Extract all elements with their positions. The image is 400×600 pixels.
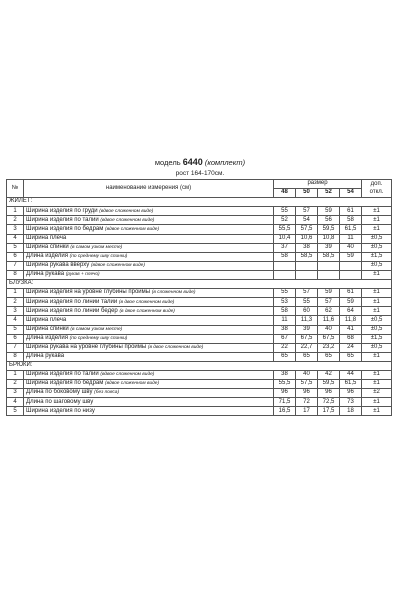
size-value: 67: [274, 334, 296, 343]
row-number: 6: [7, 252, 24, 261]
size-value: 67,5: [296, 334, 318, 343]
measurement-label: Ширина рукава вверху: [26, 262, 90, 269]
measurement-note: (в двое сложенном виде): [147, 344, 204, 350]
tolerance-value: ±0,5: [362, 243, 392, 252]
tolerance-value: ±1: [362, 216, 392, 225]
measurement-label: Ширина плеча: [26, 316, 67, 323]
table-row: [7, 316, 392, 325]
size-value: 37: [274, 243, 296, 252]
size-value: 64: [340, 307, 362, 316]
tolerance-value: ±1: [362, 407, 392, 416]
table-row: [7, 398, 392, 407]
size-value: 96: [340, 389, 362, 398]
header-size: размер: [274, 180, 362, 189]
size-chart-table: [6, 179, 392, 416]
table-row: [7, 261, 392, 270]
row-number: 3: [7, 225, 24, 234]
measurement-note: (вдвое сложенном виде): [99, 208, 154, 214]
size-value: 58,5: [296, 252, 318, 261]
model-suffix: (комплект): [204, 158, 246, 167]
size-value: 61,5: [340, 380, 362, 389]
section-row: [7, 198, 392, 207]
measurement-label: Ширина изделия по груди: [26, 207, 98, 214]
tolerance-value: ±1: [362, 398, 392, 407]
size-value: 40: [318, 325, 340, 334]
size-value: 10,6: [296, 234, 318, 243]
tolerance-value: ±0,5: [362, 234, 392, 243]
table-row: [7, 225, 392, 234]
row-number: 2: [7, 380, 24, 389]
size-value: 57: [318, 298, 340, 307]
measurement-name: [24, 225, 274, 234]
size-value: [296, 270, 318, 279]
section-title: БЛУЗКА:: [7, 280, 392, 289]
tolerance-value: ±0,5: [362, 261, 392, 270]
section-row: [7, 280, 392, 289]
measurement-note: (в двое сложенном виде): [118, 299, 175, 305]
row-number: 4: [7, 234, 24, 243]
size-value: 22: [274, 343, 296, 352]
size-value: 58: [274, 252, 296, 261]
measurement-name: [24, 352, 274, 361]
size-value: 71,5: [274, 398, 296, 407]
size-value: 57: [296, 289, 318, 298]
measurement-note: (вдвое сложенном виде): [105, 226, 160, 232]
measurement-note: (в сложенном виде): [151, 290, 196, 296]
measurement-name: [24, 316, 274, 325]
size-value: 23,2: [318, 343, 340, 352]
measurement-name: [24, 343, 274, 352]
size-label: 54: [340, 189, 362, 198]
table-row: [7, 407, 392, 416]
measurement-label: Ширина спинки: [26, 325, 69, 332]
size-value: 16,5: [274, 407, 296, 416]
size-value: 55,5: [274, 225, 296, 234]
header-row: [7, 180, 392, 189]
size-value: 57,5: [296, 225, 318, 234]
measurement-note: (вдвое сложенном виде): [105, 381, 160, 387]
tolerance-value: ±1,5: [362, 334, 392, 343]
measurement-note: (рукав + плечо): [65, 272, 100, 278]
measurement-name: [24, 407, 274, 416]
size-value: 10,8: [318, 234, 340, 243]
size-value: 39: [296, 325, 318, 334]
tolerance-value: ±1: [362, 270, 392, 279]
measurement-note: (вдвое сложенном виде): [90, 263, 145, 269]
measurement-note: (в самом узком месте): [70, 326, 123, 332]
measurement-name: [24, 307, 274, 316]
size-value: 54: [296, 216, 318, 225]
row-number: 1: [7, 289, 24, 298]
size-label: 52: [318, 189, 340, 198]
size-value: 65: [296, 352, 318, 361]
chart-body: [7, 198, 392, 416]
measurement-label: Ширина изделия по бедрам: [26, 225, 104, 232]
row-number: 7: [7, 261, 24, 270]
measurement-name: [24, 207, 274, 216]
table-row: [7, 298, 392, 307]
measurement-label: Ширина изделия по линии бедер: [26, 307, 118, 314]
measurement-name: [24, 334, 274, 343]
section-row: [7, 361, 392, 370]
table-row: [7, 207, 392, 216]
size-label: 50: [296, 189, 318, 198]
measurement-label: Длина по боковому шву: [26, 389, 93, 396]
tolerance-value: ±0,5: [362, 316, 392, 325]
size-value: 59: [340, 298, 362, 307]
row-number: 4: [7, 316, 24, 325]
table-row: [7, 380, 392, 389]
size-value: 68: [340, 334, 362, 343]
size-value: 59,5: [318, 380, 340, 389]
measurement-name: [24, 389, 274, 398]
model-prefix: модель: [154, 158, 181, 167]
table-row: [7, 389, 392, 398]
size-value: 57,5: [296, 380, 318, 389]
size-value: 96: [274, 389, 296, 398]
model-number: 6440: [182, 157, 203, 167]
size-value: 96: [296, 389, 318, 398]
tolerance-value: ±1: [362, 298, 392, 307]
measurement-label: Ширина изделия по талии: [26, 216, 99, 223]
row-number: 3: [7, 307, 24, 316]
size-value: [274, 270, 296, 279]
size-value: 58: [274, 307, 296, 316]
measurement-label: Ширина изделия по талии: [26, 371, 99, 378]
measurement-name: [24, 234, 274, 243]
size-value: 56: [318, 216, 340, 225]
header-tolerance: доп. откл.: [362, 180, 392, 198]
table-row: [7, 252, 392, 261]
size-value: 11,8: [340, 316, 362, 325]
size-value: 59: [318, 207, 340, 216]
size-value: 96: [318, 389, 340, 398]
section-title: БРЮКИ:: [7, 361, 392, 370]
measurement-label: Длина по шаговому шву: [26, 398, 94, 405]
size-value: [340, 270, 362, 279]
size-value: 11: [340, 234, 362, 243]
tolerance-value: ±1: [362, 380, 392, 389]
header-name: наименование измерения (см): [24, 180, 274, 198]
row-number: 8: [7, 270, 24, 279]
measurement-note: (по среднему шву спинки): [69, 254, 128, 260]
size-value: 41: [340, 325, 362, 334]
measurement-name: [24, 380, 274, 389]
row-number: 6: [7, 334, 24, 343]
size-value: 73: [340, 398, 362, 407]
size-value: 11,3: [296, 316, 318, 325]
size-value: 55: [274, 207, 296, 216]
size-value: 55: [296, 298, 318, 307]
size-value: 58,5: [318, 252, 340, 261]
measurement-name: [24, 243, 274, 252]
size-value: 22,7: [296, 343, 318, 352]
measurement-name: [24, 289, 274, 298]
size-value: 38: [274, 370, 296, 379]
measurement-note: (в самом узком месте): [70, 244, 123, 250]
size-value: 17,5: [318, 407, 340, 416]
size-label: 48: [274, 189, 296, 198]
size-value: 55,5: [274, 380, 296, 389]
tolerance-value: ±1: [362, 207, 392, 216]
measurement-label: Длина изделия: [26, 334, 68, 341]
size-value: 72: [296, 398, 318, 407]
measurement-note: (по среднему шву спинки): [69, 335, 128, 341]
row-number: 5: [7, 243, 24, 252]
measurement-label: Длина рукава: [26, 271, 65, 278]
table-row: [7, 243, 392, 252]
measurement-label: Ширина изделия на уровне глубины проймы: [26, 289, 151, 296]
size-value: 57: [296, 207, 318, 216]
size-value: 40: [296, 370, 318, 379]
size-value: 17: [296, 407, 318, 416]
size-value: 65: [318, 352, 340, 361]
header-no: №: [7, 180, 24, 198]
model-title: [0, 157, 400, 167]
size-value: 62: [318, 307, 340, 316]
size-value: 39: [318, 243, 340, 252]
tolerance-value: ±0,5: [362, 325, 392, 334]
table-row: [7, 334, 392, 343]
measurement-name: [24, 370, 274, 379]
measurement-name: [24, 252, 274, 261]
size-value: 55: [274, 289, 296, 298]
size-value: 58: [340, 216, 362, 225]
measurement-name: [24, 216, 274, 225]
size-value: 61: [340, 207, 362, 216]
size-value: 61,5: [340, 225, 362, 234]
section-title: ЖИЛЕТ:: [7, 198, 392, 207]
size-value: 61: [340, 289, 362, 298]
size-value: 53: [274, 298, 296, 307]
table-row: [7, 234, 392, 243]
tolerance-value: ±1,5: [362, 252, 392, 261]
row-number: 8: [7, 352, 24, 361]
measurement-label: Ширина изделия по бедрам: [26, 380, 104, 387]
size-value: [318, 270, 340, 279]
measurement-label: Длина изделия: [26, 253, 68, 260]
size-value: 67,5: [318, 334, 340, 343]
size-value: 11: [274, 316, 296, 325]
row-number: 5: [7, 325, 24, 334]
size-value: 59: [340, 252, 362, 261]
row-number: 1: [7, 370, 24, 379]
tolerance-value: ±1: [362, 289, 392, 298]
measurement-label: Ширина изделия по низу: [26, 407, 95, 414]
measurement-name: [24, 398, 274, 407]
row-number: 5: [7, 407, 24, 416]
table-row: [7, 370, 392, 379]
row-number: 2: [7, 298, 24, 307]
tolerance-value: ±0,5: [362, 343, 392, 352]
size-value: 40: [340, 243, 362, 252]
size-value: [340, 261, 362, 270]
height-range: рост 164-170см.: [175, 170, 225, 177]
row-number: 2: [7, 216, 24, 225]
size-value: 38: [274, 325, 296, 334]
row-number: 7: [7, 343, 24, 352]
size-value: 65: [340, 352, 362, 361]
size-value: 11,6: [318, 316, 340, 325]
table-row: [7, 216, 392, 225]
size-value: 24: [340, 343, 362, 352]
measurement-label: Длина рукава: [26, 353, 65, 360]
size-value: 44: [340, 370, 362, 379]
tolerance-value: ±2: [362, 389, 392, 398]
tolerance-value: ±1: [362, 370, 392, 379]
measurement-name: [24, 270, 274, 279]
row-number: 3: [7, 389, 24, 398]
size-value: [296, 261, 318, 270]
measurement-note: (вдвое сложенном виде): [100, 372, 155, 378]
table-row: [7, 307, 392, 316]
measurement-name: [24, 261, 274, 270]
table-row: [7, 343, 392, 352]
measurement-label: Ширина изделия по линии талии: [26, 298, 118, 305]
tolerance-value: ±1: [362, 352, 392, 361]
measurement-name: [24, 298, 274, 307]
measurement-name: [24, 325, 274, 334]
table-row: [7, 289, 392, 298]
tolerance-value: ±1: [362, 307, 392, 316]
size-value: [274, 261, 296, 270]
table-row: [7, 325, 392, 334]
size-value: 38: [296, 243, 318, 252]
size-value: 52: [274, 216, 296, 225]
measurement-note: (в двое сложенном виде): [119, 308, 175, 314]
table-row: [7, 270, 392, 279]
size-value: 59,5: [318, 225, 340, 234]
measurement-note: (без пояса): [94, 390, 120, 396]
size-value: 42: [318, 370, 340, 379]
measurement-label: Ширина рукава на уровне глубины проймы: [26, 343, 147, 350]
size-value: 18: [340, 407, 362, 416]
measurement-label: Ширина спинки: [26, 243, 69, 250]
size-value: 65: [274, 352, 296, 361]
size-value: 72,5: [318, 398, 340, 407]
size-value: [318, 261, 340, 270]
table-row: [7, 352, 392, 361]
size-value: 60: [296, 307, 318, 316]
size-value: 59: [318, 289, 340, 298]
row-number: 1: [7, 207, 24, 216]
measurement-label: Ширина плеча: [26, 234, 67, 241]
size-value: 10,4: [274, 234, 296, 243]
row-number: 4: [7, 398, 24, 407]
measurement-note: (вдвое сложенном виде): [100, 217, 155, 223]
tolerance-value: ±1: [362, 225, 392, 234]
